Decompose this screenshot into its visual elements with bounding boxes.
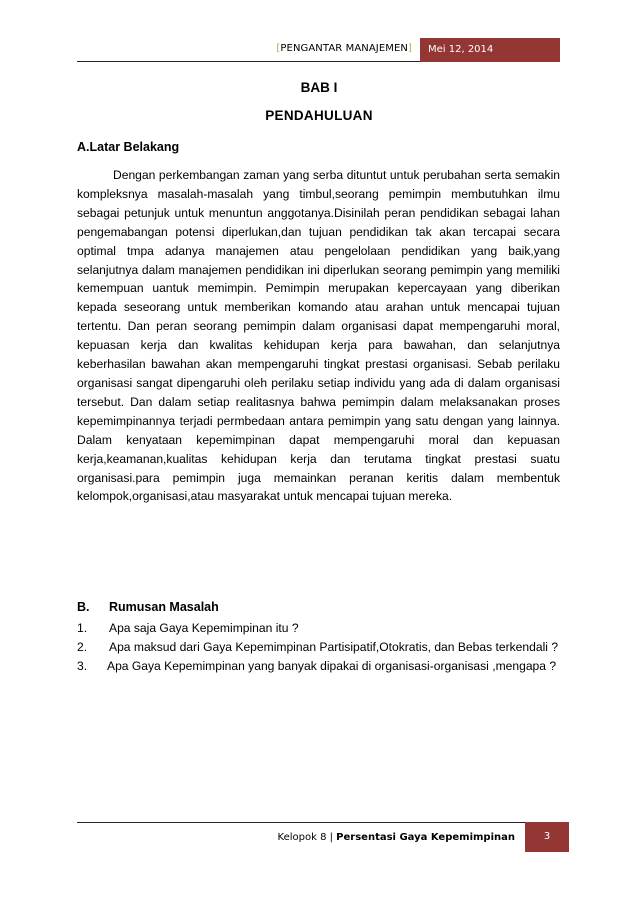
section-b-heading [77,600,219,614]
list-item-number: 2. [77,639,88,654]
header-bracket-close: ] [407,43,412,54]
section-b-number: B. [77,600,90,614]
list-item-number: 3. [77,658,88,673]
header-title-text: PENGANTAR MANAJEMEN [280,43,408,54]
header-bracket-open: [ [276,43,281,54]
section-a-heading: A.Latar Belakang [77,140,180,154]
header-date: Mei 12, 2014 [420,38,560,62]
list-item-text: Apa saja Gaya Kepemimpinan itu ? [109,621,299,635]
header-title [276,43,412,54]
footer-text [278,832,515,843]
problem-list [77,619,560,676]
footer-topic: Persentasi Gaya Kepemimpinan [336,832,515,843]
list-item-number: 1. [77,621,88,635]
page-header [77,38,560,62]
paragraph-text: Dengan perkembangan zaman yang serba dituntut untuk perubahan serta semakin kompleksnya masalah-masalah yang timbul,seorang pemimpin membutuhkan ilmu sebagai petunjuk untuk menuntun anggotanya.Disinilah peran pendidikan sebagai lahan pengemabangan potensi diperlukan,dan tujuan pendidikan tak akan tercapai secara optimal tmpa adanya manajemen atau pengelolaan pendidikan yang baik,yang selanjutnya dalam manajemen pendidikan ini diperlukan seorang pemimpin yang memiliki kemempuan uantuk memimpin. Pemimpin merupakan kepercayaan yang diberikan kepada seseorang untuk memberikan komando atau arahan untuk mencapai tujuan tertentu. Dan peran seorang pemimpin dalam organisasi dapat mempengaruhi moral, kepuasan kerja dan kwalitas kehidupan kerja para bawahan, dan selanjutnya keberhasilan bawahan akan mempengaruhi tingkat prestasi organisasi. Sebab perilaku organisasi sangat dipengaruhi oleh perilaku setiap individu yang ada di dalam organisasi tersebut. Dan dalam setiap realitasnya bahwa pemimpin dalam melaksanakan proses kepemimpinannya terjadi permbedaan antara pemimpin yang satu dengan yang lainnya. Dalam kenyataan kepemimpinan dapat mempengaruhi moral dan kepuasan kerja,keamanan,kualitas kehidupan kerja dan terutama tingkat prestasi suatu organisasi.para pemimpin juga memainkan peranan keritis dalam membentuk kelompok,organisasi,atau masyarakat untuk mencapai tujuan mereka. [77,168,560,504]
chapter-title: PENDAHULUAN [265,108,373,123]
section-b-title: Rumusan Masalah [109,600,219,614]
footer-separator: | [326,832,337,843]
page-number: 3 [525,822,569,852]
list-item-text: Apa maksud dari Gaya Kepemimpinan Partisipatif,Otokratis, dan Bebas terkendali ? [109,639,559,654]
section-a-paragraph [77,166,560,506]
page-footer [77,822,569,852]
footer-group: Kelopok 8 [277,832,327,843]
chapter-number: BAB I [300,80,338,95]
list-item-text: Apa Gaya Kepemimpinan yang banyak dipakai di organisasi-organisasi ,mengapa ? [107,658,557,673]
list-item [77,619,560,638]
footer-rule [77,822,569,823]
list-item [77,657,560,676]
header-rule [77,61,420,62]
list-item [77,638,560,657]
